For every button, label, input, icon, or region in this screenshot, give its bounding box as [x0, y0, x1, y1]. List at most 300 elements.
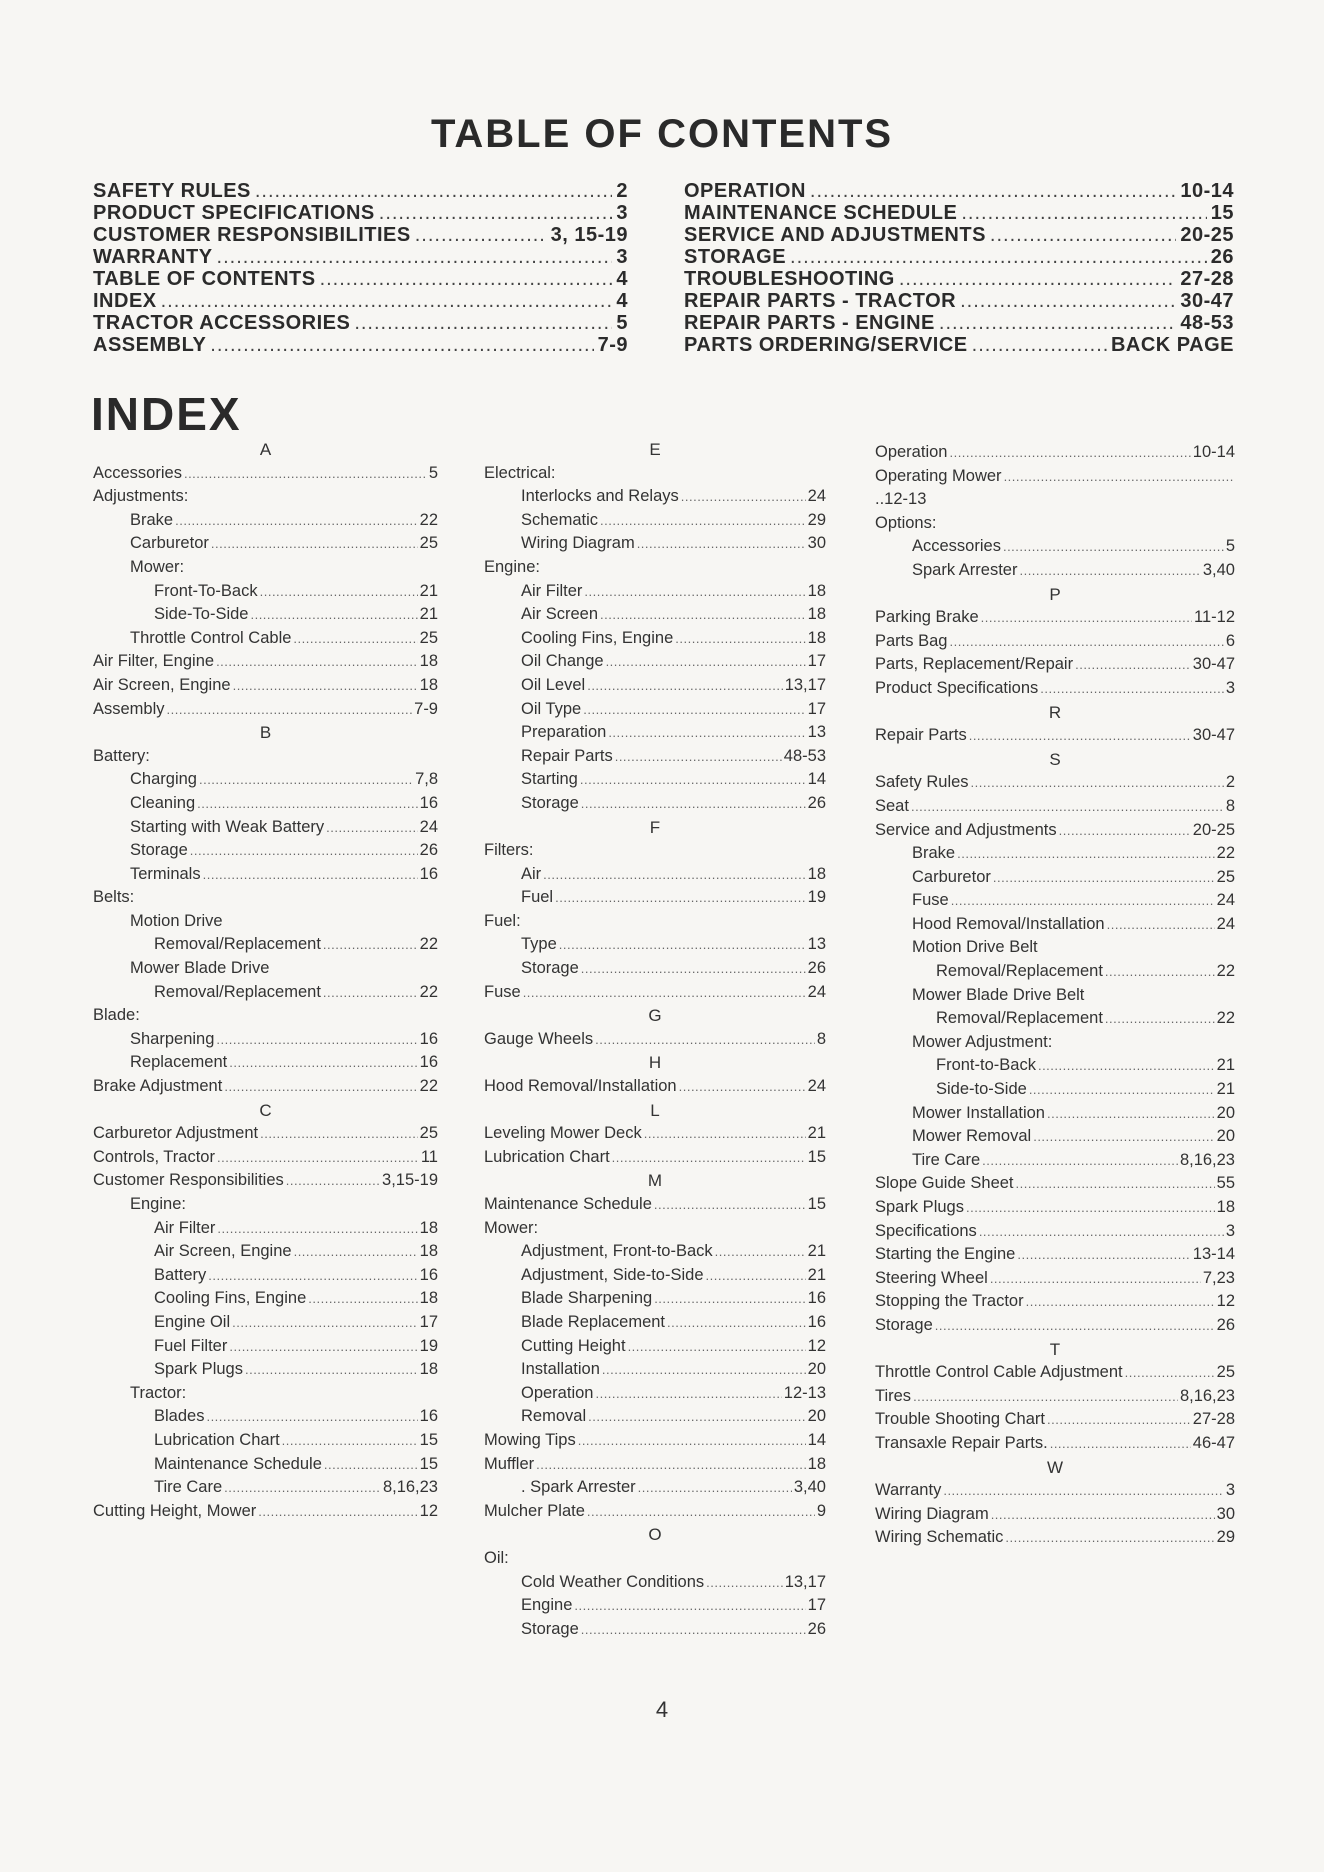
index-entry-page: 25	[1216, 1363, 1235, 1382]
index-letter-heading	[875, 748, 1235, 772]
index-entry-page: 19	[807, 888, 826, 907]
index-entry	[484, 1287, 826, 1311]
index-entry	[875, 1196, 1235, 1220]
index-entry	[875, 1220, 1235, 1244]
index-entry-page: 3	[1225, 1221, 1235, 1240]
index-entry-label: Mower Installation	[912, 1103, 1045, 1122]
index-entry-label: Side-to-Side	[936, 1080, 1027, 1099]
index-entry-label: Repair Parts	[875, 726, 967, 745]
index-entry	[484, 674, 826, 698]
index-entry-label: Cutting Height	[521, 1336, 626, 1355]
index-entry-label: Removal	[521, 1407, 587, 1426]
index-entry	[875, 465, 1235, 489]
toc-entry-label: PARTS ORDERING/SERVICE	[684, 334, 968, 356]
index-entry	[484, 721, 826, 745]
index-entry-label: Fuse	[912, 891, 949, 910]
index-entry-label: Battery	[154, 1265, 207, 1284]
index-entry-label: Air Filter	[521, 581, 583, 600]
dot-leader	[167, 698, 413, 722]
index-entry-page: 13,17	[784, 675, 826, 694]
dot-leader	[580, 768, 806, 792]
dot-leader	[324, 1453, 418, 1477]
index-entry-page: 27-28	[1192, 1410, 1235, 1429]
toc-entry-page: 15	[1210, 202, 1234, 224]
index-entry	[484, 1311, 826, 1335]
index-entry-label: Adjustment, Front-to-Back	[521, 1242, 713, 1261]
index-entry	[93, 1122, 438, 1146]
index-entry-page: 26	[1216, 1315, 1235, 1334]
index-entry	[93, 792, 438, 816]
index-entry	[484, 1075, 826, 1099]
index-entry-label: Leveling Mower Deck	[484, 1124, 642, 1143]
dot-leader	[899, 268, 1177, 290]
dot-leader	[581, 1618, 806, 1642]
index-entry-label: Parts Bag	[875, 631, 948, 650]
index-entry-page: 18	[419, 675, 438, 694]
index-entry	[484, 1217, 826, 1241]
index-entry-label: Air Screen, Engine	[154, 1242, 292, 1261]
index-entry-page: 30-47	[1192, 726, 1235, 745]
toc-title: TABLE OF CONTENTS	[430, 112, 894, 156]
index-entry-label: Cold Weather Conditions	[521, 1572, 705, 1591]
index-entry-page: 3	[1225, 1481, 1235, 1500]
index-entry	[484, 1264, 826, 1288]
dot-leader	[260, 580, 418, 604]
dot-leader	[161, 290, 613, 312]
dot-leader	[536, 1453, 806, 1477]
index-entry-label: Stopping the Tractor	[875, 1292, 1024, 1311]
index-entry-page: 12-13	[783, 1383, 826, 1402]
index-entry	[93, 1169, 438, 1193]
index-entry-page: 8,16,23	[382, 1478, 438, 1497]
index-entry-label: Slope Guide Sheet	[875, 1174, 1014, 1193]
index-entry-label: Gauge Wheels	[484, 1029, 594, 1048]
index-entry	[875, 1361, 1235, 1385]
dot-leader	[681, 485, 806, 509]
dot-leader	[1125, 1361, 1215, 1385]
index-entry	[484, 603, 826, 627]
index-entry-label: Carburetor	[130, 534, 209, 553]
index-entry	[484, 981, 826, 1005]
index-entry-page: 15	[807, 1147, 826, 1166]
index-entry-page: 21	[419, 605, 438, 624]
index-entry-page: 20	[807, 1407, 826, 1426]
dot-leader	[935, 1314, 1215, 1338]
index-entry	[93, 886, 438, 910]
index-entry	[484, 1358, 826, 1382]
index-entry-label: Parking Brake	[875, 608, 979, 627]
index-entry-label: Seat	[875, 796, 909, 815]
index-letter: G	[648, 1006, 662, 1026]
index-entry-label: Maintenance Schedule	[154, 1454, 322, 1473]
index-entry-page: 8	[816, 1029, 826, 1048]
index-entry	[484, 1122, 826, 1146]
index-entry-page: 17	[807, 1596, 826, 1615]
index-entry	[875, 1314, 1235, 1338]
index-entry-page: 48-53	[783, 746, 826, 765]
index-entry-label: Installation	[521, 1360, 600, 1379]
dot-leader	[943, 1479, 1223, 1503]
index-entry	[875, 441, 1235, 465]
index-entry	[484, 792, 826, 816]
index-entry-page: 8	[1225, 796, 1235, 815]
index-entry-page: 17	[807, 699, 826, 718]
dot-leader	[595, 1028, 815, 1052]
dot-leader	[229, 1051, 417, 1075]
dot-leader	[972, 334, 1107, 356]
index-entry-page: 30-47	[1192, 655, 1235, 674]
index-entry-label: Tractor:	[130, 1383, 187, 1402]
index-entry	[93, 1453, 438, 1477]
dot-leader	[679, 1075, 806, 1099]
index-letter: L	[650, 1100, 660, 1120]
dot-leader	[1105, 1007, 1215, 1031]
index-entry-label: Starting the Engine	[875, 1245, 1016, 1264]
index-letter: F	[649, 817, 661, 837]
index-entry	[484, 1429, 826, 1453]
toc-entry	[684, 290, 1234, 312]
index-entry-page: 18	[1216, 1198, 1235, 1216]
index-entry-label: Blades	[154, 1407, 205, 1426]
index-entry-page: 29	[807, 510, 826, 529]
index-entry	[93, 1075, 438, 1099]
toc-entry-label: TRACTOR ACCESSORIES	[93, 312, 351, 334]
index-entry-page: 22	[419, 510, 438, 529]
dot-leader	[911, 795, 1224, 819]
index-entry-page: 15	[419, 1430, 438, 1449]
index-letter-heading	[875, 583, 1235, 607]
index-entry-label: Oil:	[484, 1548, 509, 1567]
dot-leader	[415, 224, 547, 246]
index-entry	[875, 630, 1235, 654]
dot-leader	[979, 1220, 1224, 1244]
index-entry	[93, 1193, 438, 1217]
index-entry	[484, 1335, 826, 1359]
index-entry-label: Steering Wheel	[875, 1268, 988, 1287]
index-entry-page: 16	[807, 1289, 826, 1308]
index-entry	[93, 910, 438, 934]
index-entry-label: Controls, Tractor	[93, 1147, 215, 1166]
index-entry-page: 7,23	[1202, 1268, 1235, 1287]
index-entry	[93, 863, 438, 887]
index-entry	[93, 1264, 438, 1288]
index-entry	[484, 886, 826, 910]
toc-entry	[684, 202, 1234, 224]
index-entry-page: 11	[420, 1147, 438, 1166]
dot-leader	[379, 202, 613, 224]
index-entry-label: Removal/Replacement	[936, 962, 1103, 981]
index-entry-page: 20-25	[1192, 820, 1235, 839]
index-entry-page: 16	[419, 1029, 438, 1048]
dot-leader	[1004, 465, 1233, 489]
index-entry	[93, 485, 438, 509]
index-entry	[875, 1479, 1235, 1503]
index-letter: B	[259, 723, 272, 743]
index-entry	[93, 1476, 438, 1500]
index-entry-page: 24	[807, 1077, 826, 1096]
index-entry-label: Mulcher Plate	[484, 1501, 585, 1520]
index-entry-page: 22	[1216, 844, 1235, 863]
toc-entry-label: TABLE OF CONTENTS	[93, 268, 316, 290]
index-entry-label: Lubrication Chart	[154, 1430, 280, 1449]
index-entry-label: Removal/Replacement	[936, 1009, 1103, 1028]
index-entry-label: Sharpening	[130, 1029, 215, 1048]
index-entry	[875, 913, 1235, 937]
index-entry-label: Operation	[521, 1383, 594, 1402]
index-entry-label: Cooling Fins, Engine	[521, 628, 674, 647]
dot-leader	[1016, 1172, 1215, 1196]
index-entry	[93, 1405, 438, 1429]
index-entry-label: Motion Drive	[130, 911, 223, 930]
dot-leader	[184, 462, 427, 486]
index-entry-page: 22	[419, 1077, 438, 1096]
toc-entry-page: 30-47	[1180, 290, 1234, 312]
index-entry	[484, 1146, 826, 1170]
index-entry	[875, 1503, 1235, 1527]
index-entry-page: 22	[419, 982, 438, 1001]
index-entry	[484, 1571, 826, 1595]
dot-leader	[637, 532, 806, 556]
dot-leader	[790, 246, 1207, 268]
index-entry	[93, 1028, 438, 1052]
dot-leader	[197, 792, 418, 816]
dot-leader	[615, 745, 782, 769]
index-entry	[93, 839, 438, 863]
index-entry-page: 7-9	[414, 699, 438, 718]
dot-leader	[282, 1429, 418, 1453]
index-entry-page: 26	[419, 841, 438, 860]
index-entry-label: Mowing Tips	[484, 1430, 576, 1449]
index-entry	[484, 650, 826, 674]
index-entry-page: 9	[816, 1501, 826, 1520]
index-entry	[484, 1500, 826, 1524]
dot-leader	[1029, 1078, 1215, 1102]
index-entry	[93, 1051, 438, 1075]
index-entry-page: 17	[419, 1312, 438, 1331]
index-entry-page: 21	[807, 1124, 826, 1143]
index-entry	[875, 606, 1235, 630]
index-entry	[875, 771, 1235, 795]
index-entry	[875, 1172, 1235, 1196]
toc-entry	[93, 312, 628, 334]
toc-entry	[684, 312, 1234, 334]
dot-leader	[960, 290, 1176, 312]
toc-entry	[93, 334, 628, 356]
toc-entry	[93, 224, 628, 246]
index-letter-heading	[484, 1099, 826, 1123]
dot-leader	[1038, 1054, 1215, 1078]
dot-leader	[203, 863, 418, 887]
toc-entry-label: ASSEMBLY	[93, 334, 207, 356]
index-entry-page: 46-47	[1192, 1433, 1235, 1452]
index-entry	[484, 698, 826, 722]
index-entry	[484, 1193, 826, 1217]
toc-entry-label: PRODUCT SPECIFICATIONS	[93, 202, 375, 224]
dot-leader	[595, 1382, 781, 1406]
toc-entry	[93, 180, 628, 202]
index-entry-label: Safety Rules	[875, 773, 969, 792]
index-letter: O	[648, 1525, 662, 1545]
index-entry-page: 18	[419, 1242, 438, 1261]
index-entry-label: Spark Plugs	[154, 1360, 243, 1379]
index-entry-page: 18	[807, 1454, 826, 1473]
index-entry-page: 30	[807, 534, 826, 553]
dot-leader	[981, 606, 1192, 630]
index-entry-label: Accessories	[93, 463, 182, 482]
index-entry-label: Transaxle Repair Parts.	[875, 1433, 1048, 1452]
index-entry	[875, 535, 1235, 559]
dot-leader	[224, 1476, 381, 1500]
index-entry	[93, 1500, 438, 1524]
index-entry	[93, 957, 438, 981]
index-entry-label: Preparation	[521, 723, 607, 742]
dot-leader	[258, 1500, 417, 1524]
index-entry	[484, 1547, 826, 1571]
dot-leader	[608, 721, 805, 745]
dot-leader	[949, 441, 1190, 465]
index-entry-label: Tire Care	[912, 1150, 981, 1169]
index-entry	[484, 532, 826, 556]
index-entry-label: Wiring Diagram	[521, 534, 635, 553]
index-letter: A	[259, 440, 272, 459]
index-entry	[93, 462, 438, 486]
index-entry	[875, 1526, 1235, 1550]
index-entry-page: 21	[1216, 1056, 1235, 1075]
index-entry-page: 29	[1216, 1528, 1235, 1547]
toc-entry	[684, 224, 1234, 246]
index-entry-label: Operating Mower	[875, 466, 1002, 485]
dot-leader	[957, 842, 1215, 866]
index-entry-page: 24	[807, 982, 826, 1001]
index-entry	[875, 488, 1235, 512]
index-letter-heading	[484, 1051, 826, 1075]
index-entry	[484, 462, 826, 486]
index-entry-page: 19	[419, 1336, 438, 1355]
index-entry-label: Engine	[521, 1596, 573, 1615]
index-entry-label: Mower Removal	[912, 1127, 1032, 1146]
index-entry-page: 18	[419, 652, 438, 671]
toc-entry-page: 20-25	[1180, 224, 1234, 246]
dot-leader	[606, 650, 806, 674]
index-entry-label: Engine:	[130, 1195, 186, 1213]
index-entry-label: Mower:	[130, 557, 185, 576]
index-entry-label: Oil Level	[521, 675, 586, 694]
index-entry	[93, 1358, 438, 1382]
dot-leader	[233, 674, 418, 698]
index-entry	[875, 559, 1235, 583]
index-column-3	[875, 441, 1235, 1550]
dot-leader	[667, 1311, 806, 1335]
dot-leader	[260, 1122, 418, 1146]
dot-leader	[229, 1335, 417, 1359]
dot-leader	[224, 1075, 417, 1099]
toc-entry	[93, 246, 628, 268]
index-entry-label: Electrical:	[484, 463, 556, 482]
dot-leader	[715, 1240, 806, 1264]
index-entry-page: 13-14	[1192, 1245, 1235, 1264]
index-entry-label: Warranty	[875, 1481, 942, 1500]
index-letter-heading	[484, 1169, 826, 1193]
index-entry	[875, 1243, 1235, 1267]
index-entry	[93, 532, 438, 556]
toc-entry-label: TROUBLESHOOTING	[684, 268, 895, 290]
dot-leader	[706, 1571, 783, 1595]
index-entry	[484, 957, 826, 981]
index-entry	[93, 768, 438, 792]
dot-leader	[1040, 677, 1224, 701]
index-entry-label: Air Screen	[521, 605, 599, 624]
index-entry	[93, 580, 438, 604]
dot-leader	[949, 630, 1223, 654]
index-entry-page: 18	[807, 605, 826, 624]
index-entry	[484, 1028, 826, 1052]
index-entry	[484, 933, 826, 957]
index-entry	[93, 509, 438, 533]
index-entry	[484, 1618, 826, 1642]
dot-leader	[990, 224, 1176, 246]
toc-entry-page: 10-14	[1180, 180, 1234, 202]
index-entry-page: 22	[419, 935, 438, 954]
index-entry	[93, 1335, 438, 1359]
dot-leader	[600, 603, 806, 627]
index-entry-label: Fuse	[484, 982, 521, 1001]
dot-leader	[217, 246, 613, 268]
dot-leader	[294, 1240, 418, 1264]
index-entry-page: 26	[807, 793, 826, 812]
dot-leader	[217, 1217, 417, 1241]
index-entry	[484, 1453, 826, 1477]
index-entry	[875, 724, 1235, 748]
index-entry-page: 21	[1216, 1080, 1235, 1099]
index-letter-heading	[875, 1338, 1235, 1362]
index-entry-page: 3,15-19	[382, 1171, 438, 1190]
index-entry-label: Mower Adjustment:	[912, 1032, 1053, 1051]
index-entry-label: Cooling Fins, Engine	[154, 1289, 307, 1308]
dot-leader	[232, 1311, 418, 1335]
index-entry-page: 24	[1216, 914, 1235, 933]
dot-leader	[574, 1594, 805, 1618]
index-letter: C	[259, 1100, 272, 1120]
dot-leader	[555, 886, 806, 910]
index-letter-heading	[93, 438, 438, 462]
index-entry-label: Battery:	[93, 746, 150, 765]
index-entry-page: 16	[419, 1407, 438, 1426]
index-letter: R	[1048, 702, 1062, 722]
index-entry-page: 25	[419, 534, 438, 553]
dot-leader	[971, 771, 1224, 795]
index-entry	[875, 889, 1235, 913]
index-entry-label: Mower:	[484, 1218, 539, 1237]
index-entry	[875, 1031, 1235, 1055]
index-entry	[875, 795, 1235, 819]
index-entry-page: 8,16,23	[1179, 1150, 1235, 1169]
index-entry	[875, 1125, 1235, 1149]
index-entry-label: Brake	[130, 510, 174, 529]
dot-leader	[969, 724, 1191, 748]
dot-leader	[286, 1169, 380, 1193]
dot-leader	[208, 1264, 417, 1288]
index-entry-page: 16	[807, 1312, 826, 1331]
index-entry-label: Schematic	[521, 510, 599, 529]
dot-leader	[583, 698, 805, 722]
index-column-1	[93, 438, 438, 1523]
dot-leader	[217, 1146, 419, 1170]
dot-leader	[293, 627, 417, 651]
index-entry-page: 24	[807, 487, 826, 506]
dot-leader	[190, 839, 418, 863]
toc-right-column	[684, 180, 1234, 356]
index-entry-page: 18	[807, 581, 826, 600]
